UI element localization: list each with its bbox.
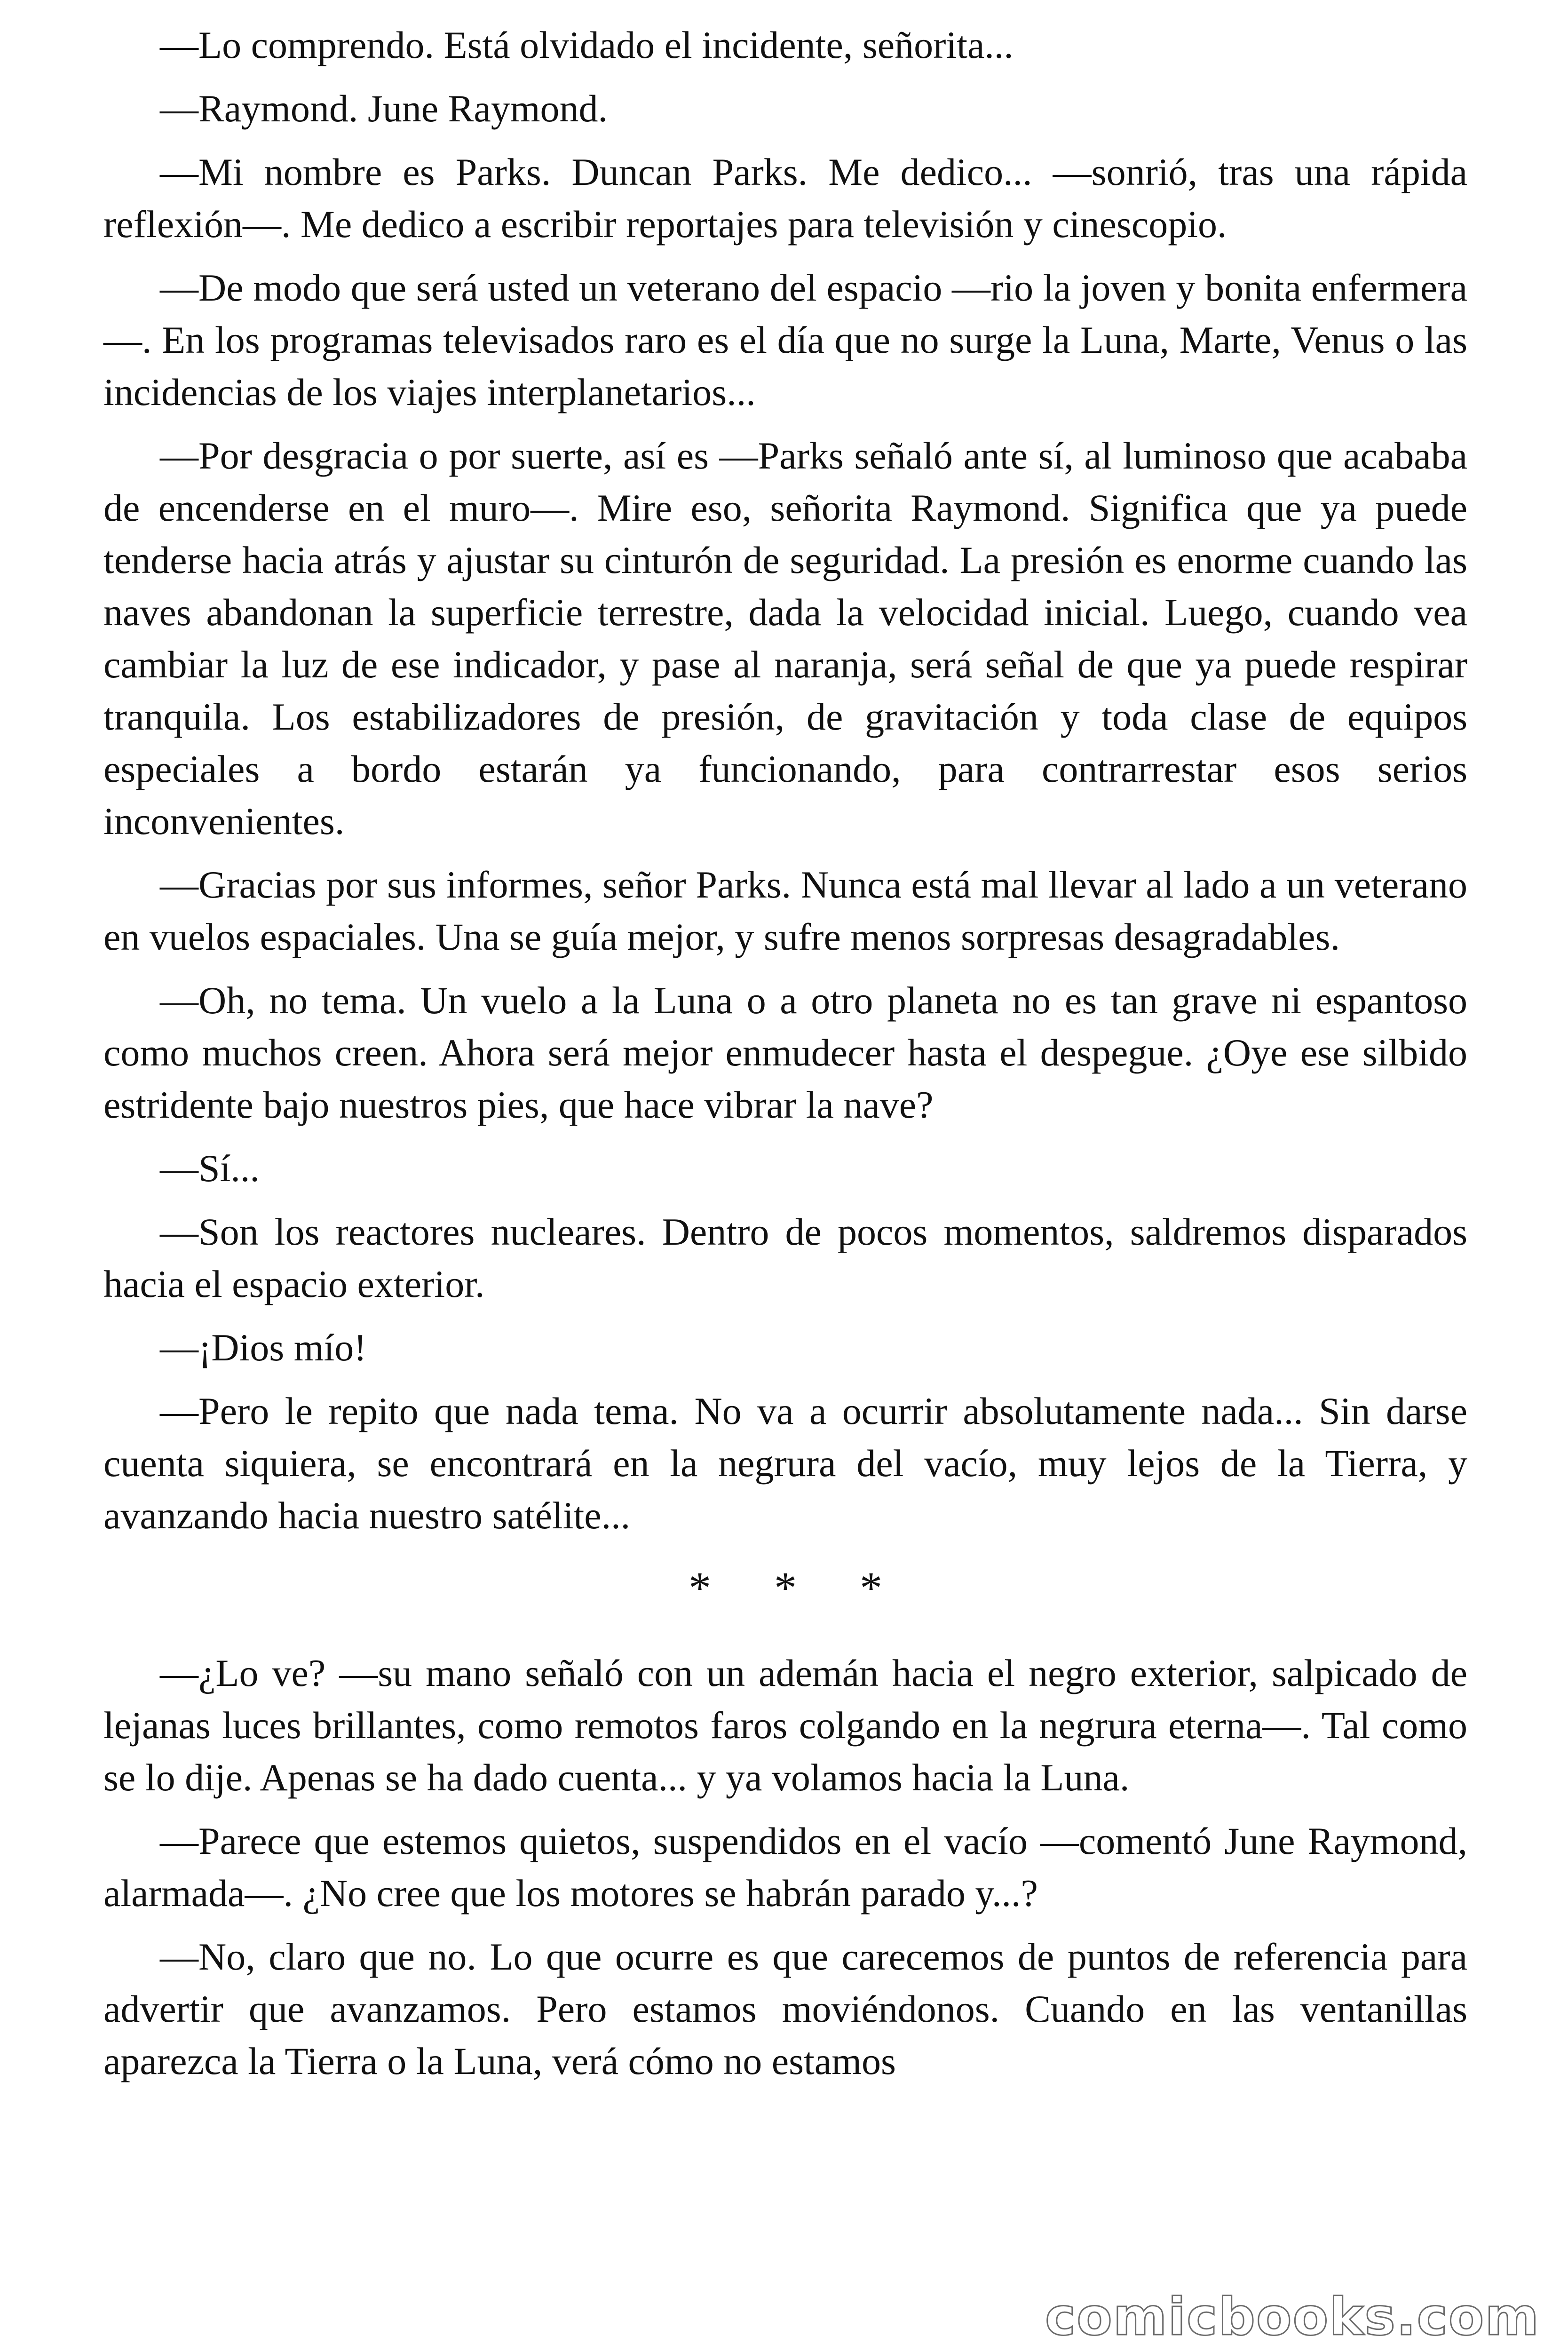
paragraph: —Raymond. June Raymond.	[160, 87, 608, 130]
paragraph: —De modo que será usted un veterano del espacio —rio la joven y bonita enfermera—. En los programas televisados raro es el día que no surge la Luna, Marte, Venus o las incidencias de los viajes interplanetarios...	[103, 266, 1467, 413]
paragraph: —Pero le repito que nada tema. No va a ocurrir absolutamente nada... Sin darse cuenta siquiera, se encontrará en la negrura del vacío, muy lejos de la Tierra, y avanzando hacia nuestro satélite...	[103, 1390, 1467, 1537]
paragraph: —¡Dios mío!	[160, 1326, 367, 1369]
paragraph: —Parece que estemos quietos, suspendidos en el vacío —comentó June Raymond, alarmada—. ¿No cree que los motores se habrán parado y...?	[103, 1820, 1467, 1915]
paragraph: —Por desgracia o por suerte, así es —Parks señaló ante sí, al luminoso que acababa de encenderse en el muro—. Mire eso, señorita Raymond. Significa que ya puede tenderse hacia atrás y ajustar su cinturón de seguridad. La presión es enorme cuando las naves abandonan la superficie terrestre, dada la velocidad inicial. Luego, cuando vea cambiar la luz de ese indicador, y pase al naranja, será señal de que ya puede respirar tranquila. Los estabilizadores de presión, de gravitación y toda clase de equipos especiales a bordo estarán ya funcionando, para contrarrestar esos serios inconvenientes.	[103, 434, 1467, 842]
paragraph: —¿Lo ve? —su mano señaló con un ademán hacia el negro exterior, salpicado de lejanas luces brillantes, como remotos faros colgando en la negrura eterna—. Tal como se lo dije. Apenas se ha dado cuenta... y ya volamos hacia la Luna.	[103, 1652, 1467, 1799]
paragraph: —Son los reactores nucleares. Dentro de pocos momentos, saldremos disparados hacia el espacio exterior.	[103, 1210, 1467, 1305]
paragraph: —Lo comprendo. Está olvidado el incidente, señorita...	[160, 24, 1014, 66]
paragraph: —Oh, no tema. Un vuelo a la Luna o a otro planeta no es tan grave ni espantoso como muchos creen. Ahora será mejor enmudecer hasta el despegue. ¿Oye ese silbido estridente bajo nuestros pies, que hace vibrar la nave?	[103, 979, 1467, 1126]
scene-separator: * * *	[689, 1563, 882, 1613]
paragraph: —No, claro que no. Lo que ocurre es que carecemos de puntos de referencia para advertir que avanzamos. Pero estamos moviéndonos. Cuando en las ventanillas aparezca la Tierra o la Luna, verá cómo no estamos	[103, 1935, 1467, 2082]
paragraph: —Gracias por sus informes, señor Parks. Nunca está mal llevar al lado a un veterano en vuelos espaciales. Una se guía mejor, y sufre menos sorpresas desagradables.	[103, 863, 1467, 958]
watermark-logo: comicbooks.com	[1045, 2287, 1540, 2347]
paragraph: —Sí...	[160, 1147, 260, 1190]
paragraph: —Mi nombre es Parks. Duncan Parks. Me dedico... —sonrió, tras una rápida reflexión—. Me dedico a escribir reportajes para televisión y cinescopio.	[103, 151, 1467, 246]
book-page	[103, 19, 1467, 2324]
